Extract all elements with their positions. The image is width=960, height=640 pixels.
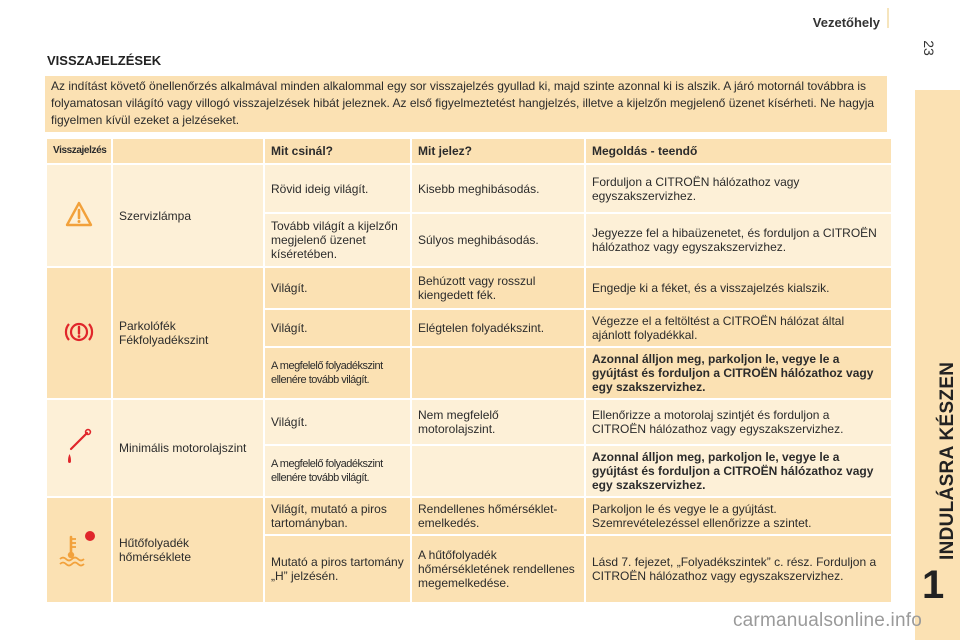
coolant-temperature-icon [57,558,101,572]
brake-icon-cell [47,268,111,398]
cell-what: A megfelelő folyadékszint ellenére tovább világít. [265,446,410,496]
cell-means [412,348,584,398]
col-header-means: Mit jelez? [412,139,584,163]
coolant-name: Hűtőfolyadék hőmérséklete [113,498,263,602]
intro-paragraph: Az indítást követő önellenőrzés alkalmával minden alkalommal egy sor visszajelzés gyullad ki, majd szinte azonnal ki is alszik. A járó motornál továbbra is folyamatosan világító vagy villogó visszajelzések hibát jeleznek. Az első figyelmeztetést hangjelzés, illetve a kijelzőn megjelenő üzenet kísérheti. Ne hagyja figyelmen kívül ezeket a jelzéseket. [45,76,887,132]
cell-solution: Parkoljon le és vegye le a gyújtást. Szemrevételezéssel ellenőrizze a szintet. [586,498,891,534]
service-light-name: Szervizlámpa [113,165,263,266]
cell-what: Tovább világít a kijelzőn megjelenő üzenet kíséretében. [265,214,410,266]
cell-means: Súlyos meghibásodás. [412,214,584,266]
col-header-name [113,139,263,163]
header-rule [887,8,889,28]
cell-means: Elégtelen folyadékszint. [412,310,584,346]
cell-means: Kisebb meghibásodás. [412,165,584,212]
cell-what: Világít. [265,268,410,308]
oil-level-icon [63,458,95,472]
section-title: VISSZAJELZÉSEK [47,53,162,68]
warning-triangle-icon [65,216,93,230]
cell-means [412,446,584,496]
table-row [47,498,891,534]
cell-solution: Végezze el a feltöltést a CITROËN hálózat által ajánlott folyadékkal. [586,310,891,346]
table-row [47,400,891,444]
cell-what: Világít. [265,310,410,346]
cell-means: A hűtőfolyadék hőmérsékletének rendellenes megemelkedése. [412,536,584,602]
col-header-solution: Megoldás - teendő [586,139,891,163]
coolant-icon-cell [47,498,111,602]
table-row [47,268,891,308]
cell-what: Világít. [265,400,410,444]
cell-solution: Jegyezze fel a hibaüzenetet, és forduljon a CITROËN hálózathoz vagy egyszakszervizhez. [586,214,891,266]
brake-warning-icon [63,333,95,347]
cell-solution: Ellenőrizze a motorolaj szintjét és forduljon a CITROËN hálózathoz vagy egyszakszervizhez. [586,400,891,444]
cell-means: Nem megfelelő motorolajszint. [412,400,584,444]
table-header-row [47,139,891,163]
cell-solution: Lásd 7. fejezet, „Folyadékszintek” c. rész. Forduljon a CITROËN hálózathoz vagy egyszakszervizhez. [586,536,891,602]
cell-solution: Azonnal álljon meg, parkoljon le, vegye le a gyújtást és forduljon a CITROËN hálózathoz vagy egy szakszervizhez. [586,446,891,496]
cell-what: Világít, mutató a piros tartományban. [265,498,410,534]
watermark: carmanualsonline.info [732,610,922,631]
cell-what: Mutató a piros tartomány „H” jelzésén. [265,536,410,602]
brake-name: Parkolófék Fékfolyadékszint [113,268,263,398]
chapter-title: INDULÁSRA KÉSZEN [937,361,958,560]
col-header-warning-light: Visszajelzés [47,139,111,163]
cell-means: Behúzott vagy rosszul kiengedett fék. [412,268,584,308]
cell-what: Rövid ideig világít. [265,165,410,212]
cell-solution: Forduljon a CITROËN hálózathoz vagy egyszakszervizhez. [586,165,891,212]
cell-what: A megfelelő folyadékszint ellenére tovább világít. [265,348,410,398]
oil-name: Minimális motorolajszint [113,400,263,496]
service-light-icon-cell [47,165,111,266]
cell-solution: Engedje ki a féket, és a visszajelzés kialszik. [586,268,891,308]
oil-icon-cell [47,400,111,496]
page-number: 23 [920,40,937,56]
cell-means: Rendellenes hőmérséklet-emelkedés. [412,498,584,534]
warning-lights-table [45,137,893,604]
col-header-what: Mit csinál? [265,139,410,163]
chapter-number: 1 [922,563,945,607]
table-row [47,165,891,212]
header-title: Vezetőhely [812,15,880,30]
cell-solution: Azonnal álljon meg, parkoljon le, vegye le a gyújtást és forduljon a CITROËN hálózathoz vagy egy szakszervizhez. [586,348,891,398]
